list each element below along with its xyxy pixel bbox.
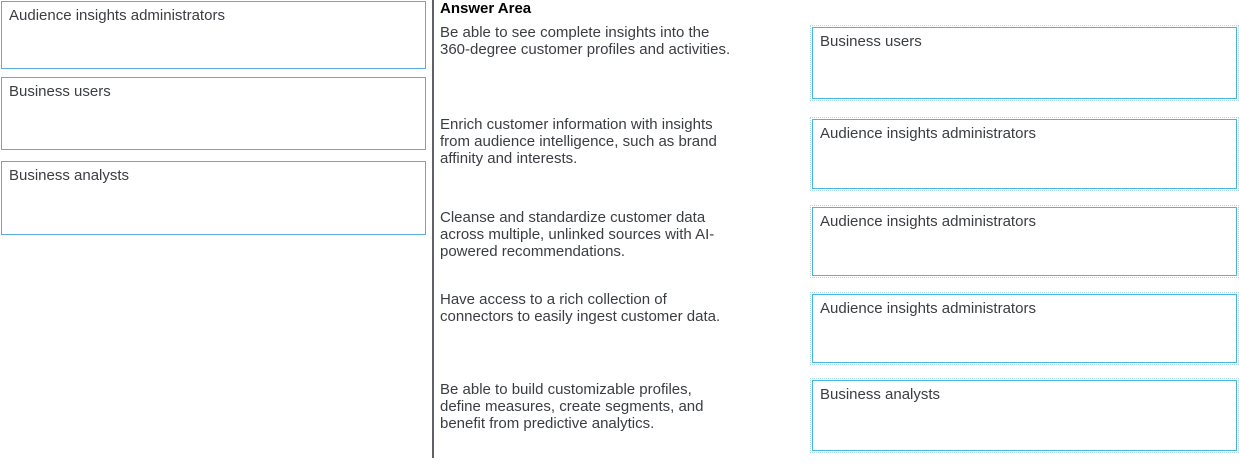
statement-3: Cleanse and standardize customer data across multiple, unlinked sources with AI-powered recommendations.: [440, 209, 715, 260]
answer-label: Audience insights administrators: [820, 125, 1036, 142]
statement-1: Be able to see complete insights into the 360-degree customer profiles and activities.: [440, 24, 731, 58]
answer-drop-zone-5[interactable]: [812, 380, 1237, 451]
answer-label: Business analysts: [820, 386, 941, 403]
option-business-analysts[interactable]: [1, 161, 426, 235]
option-audience-insights-administrators[interactable]: [1, 1, 426, 69]
statement-2: Enrich customer information with insights from audience intelligence, such as brand affinity and interests.: [440, 116, 717, 167]
option-label: Business users: [9, 83, 111, 100]
option-business-users[interactable]: [1, 77, 426, 150]
option-label: Audience insights administrators: [9, 7, 225, 24]
statement-4: Have access to a rich collection of connectors to easily ingest customer data.: [440, 291, 721, 325]
answer-label: Business users: [820, 33, 922, 50]
answer-area-title: Answer Area: [440, 0, 532, 17]
panel-divider: [432, 0, 434, 458]
answer-drop-zone-4[interactable]: [812, 294, 1237, 363]
answer-drop-zone-1[interactable]: [812, 27, 1237, 99]
answer-label: Audience insights administrators: [820, 300, 1036, 317]
answer-drop-zone-3[interactable]: [812, 207, 1237, 276]
statement-5: Be able to build customizable profiles, define measures, create segments, and benefit from predictive analytics.: [440, 381, 704, 432]
answer-drop-zone-2[interactable]: [812, 119, 1237, 189]
answer-label: Audience insights administrators: [820, 213, 1036, 230]
option-label: Business analysts: [9, 167, 130, 184]
